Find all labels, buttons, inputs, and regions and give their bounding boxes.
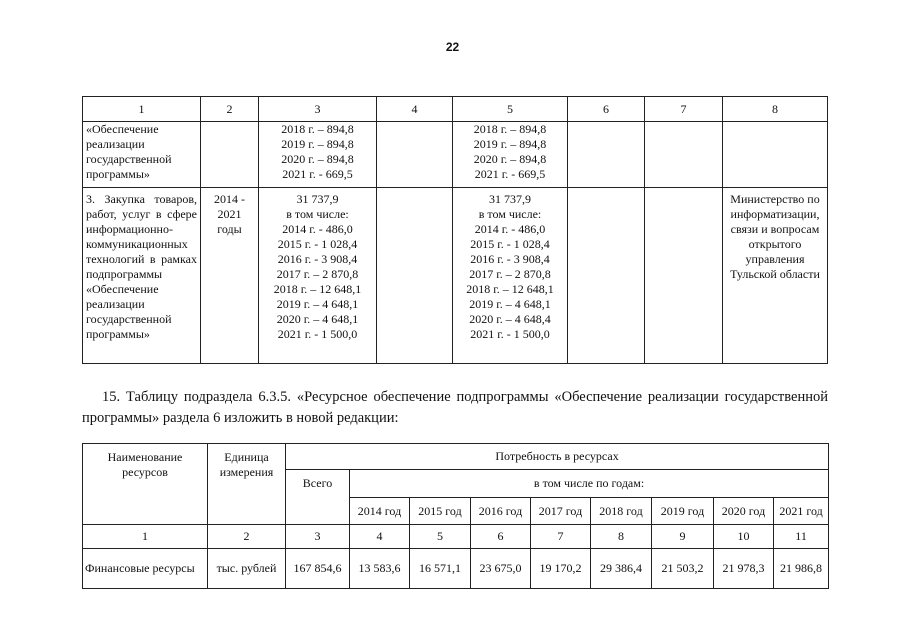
period-cell: [201, 122, 259, 188]
number-cell: 1: [83, 525, 208, 549]
period-cell: 2014 - 2021 годы: [201, 188, 259, 364]
year-header: 2015 год: [410, 498, 471, 525]
year-header: 2016 год: [471, 498, 531, 525]
column-number-row: [83, 97, 828, 122]
by-years-header: в том числе по годам:: [350, 470, 829, 498]
number-cell: 9: [652, 525, 714, 549]
number-cell: 8: [591, 525, 652, 549]
year-value-cell: 23 675,0: [471, 549, 531, 589]
table-row: [83, 188, 828, 364]
total-header: Всего: [286, 470, 350, 525]
page-number: 22: [445, 40, 460, 54]
header-cell: 1: [83, 97, 201, 122]
table-cell: [568, 122, 645, 188]
total-funding-cell: 31 737,9 в том числе: 2014 г. - 486,0 2015 г. - 1 028,4 2016 г. - 3 908,4 2017 г. – 2 870,8 2018 г. – 12 648,1 2019 г. – 4 648,1 2020 г. – 4 648,1 2021 г. - 1 500,0: [259, 188, 377, 364]
year-value-cell: 21 978,3: [714, 549, 774, 589]
number-cell: 5: [410, 525, 471, 549]
responsible-cell: [723, 122, 828, 188]
year-header: 2019 год: [652, 498, 714, 525]
number-cell: 7: [531, 525, 591, 549]
total-value-cell: 167 854,6: [286, 549, 350, 589]
header-cell: 6: [568, 97, 645, 122]
table-cell: [377, 188, 453, 364]
table-row: [83, 122, 828, 188]
need-header: Потребность в ресурсах: [286, 444, 829, 470]
header-cell: 4: [377, 97, 453, 122]
number-cell: 11: [774, 525, 829, 549]
activity-name-cell: 3. Закупка товаров, работ, услуг в сфере информационно-коммуникационных технологий в рамках подпрограммы «Обеспечение реализации государственной программы»: [83, 188, 201, 364]
year-value-cell: 13 583,6: [350, 549, 410, 589]
resource-table-continued: [82, 96, 828, 364]
number-cell: 6: [471, 525, 531, 549]
year-value-cell: 21 986,8: [774, 549, 829, 589]
year-header: 2020 год: [714, 498, 774, 525]
number-cell: 4: [350, 525, 410, 549]
number-cell: 3: [286, 525, 350, 549]
table-cell: [568, 188, 645, 364]
header-cell: 8: [723, 97, 828, 122]
header-cell: 7: [645, 97, 723, 122]
header-row: [83, 444, 829, 470]
resources-name-header: Наименование ресурсов: [83, 444, 208, 525]
unit-cell: тыс. рублей: [208, 549, 286, 589]
header-cell: 5: [453, 97, 568, 122]
activity-name-cell: «Обеспечение реализации государственной программы»: [83, 122, 201, 188]
year-value-cell: 29 386,4: [591, 549, 652, 589]
year-header: 2021 год: [774, 498, 829, 525]
resource-name-cell: Финансовые ресурсы: [83, 549, 208, 589]
unit-header: Единица измерения: [208, 444, 286, 525]
number-cell: 10: [714, 525, 774, 549]
year-value-cell: 21 503,2: [652, 549, 714, 589]
column-number-row: [83, 525, 829, 549]
header-cell: 2: [201, 97, 259, 122]
subprogram-resource-table: [82, 443, 829, 589]
year-value-cell: 16 571,1: [410, 549, 471, 589]
budget-funding-cell: 2018 г. – 894,8 2019 г. – 894,8 2020 г. – 894,8 2021 г. - 669,5: [453, 122, 568, 188]
year-value-cell: 19 170,2: [531, 549, 591, 589]
year-header: 2017 год: [531, 498, 591, 525]
table-cell: [645, 188, 723, 364]
table-cell: [645, 122, 723, 188]
number-cell: 2: [208, 525, 286, 549]
table-row: [83, 549, 829, 589]
budget-funding-cell: 31 737,9 в том числе: 2014 г. - 486,0 2015 г. - 1 028,4 2016 г. - 3 908,4 2017 г. – 2 870,8 2018 г. – 12 648,1 2019 г. – 4 648,1 2020 г. – 4 648,4 2021 г. - 1 500,0: [453, 188, 568, 364]
total-funding-cell: 2018 г. – 894,8 2019 г. – 894,8 2020 г. – 894,8 2021 г. - 669,5: [259, 122, 377, 188]
amendment-paragraph: 15. Таблицу подраздела 6.3.5. «Ресурсное обеспечение подпрограммы «Обеспечение реализации государственной программы» раздела 6 изложить в новой редакции:: [82, 389, 828, 426]
year-header: 2014 год: [350, 498, 410, 525]
header-cell: 3: [259, 97, 377, 122]
year-header: 2018 год: [591, 498, 652, 525]
responsible-cell: Министерство по информатизации, связи и вопросам открытого управления Тульской области: [723, 188, 828, 364]
table-cell: [377, 122, 453, 188]
